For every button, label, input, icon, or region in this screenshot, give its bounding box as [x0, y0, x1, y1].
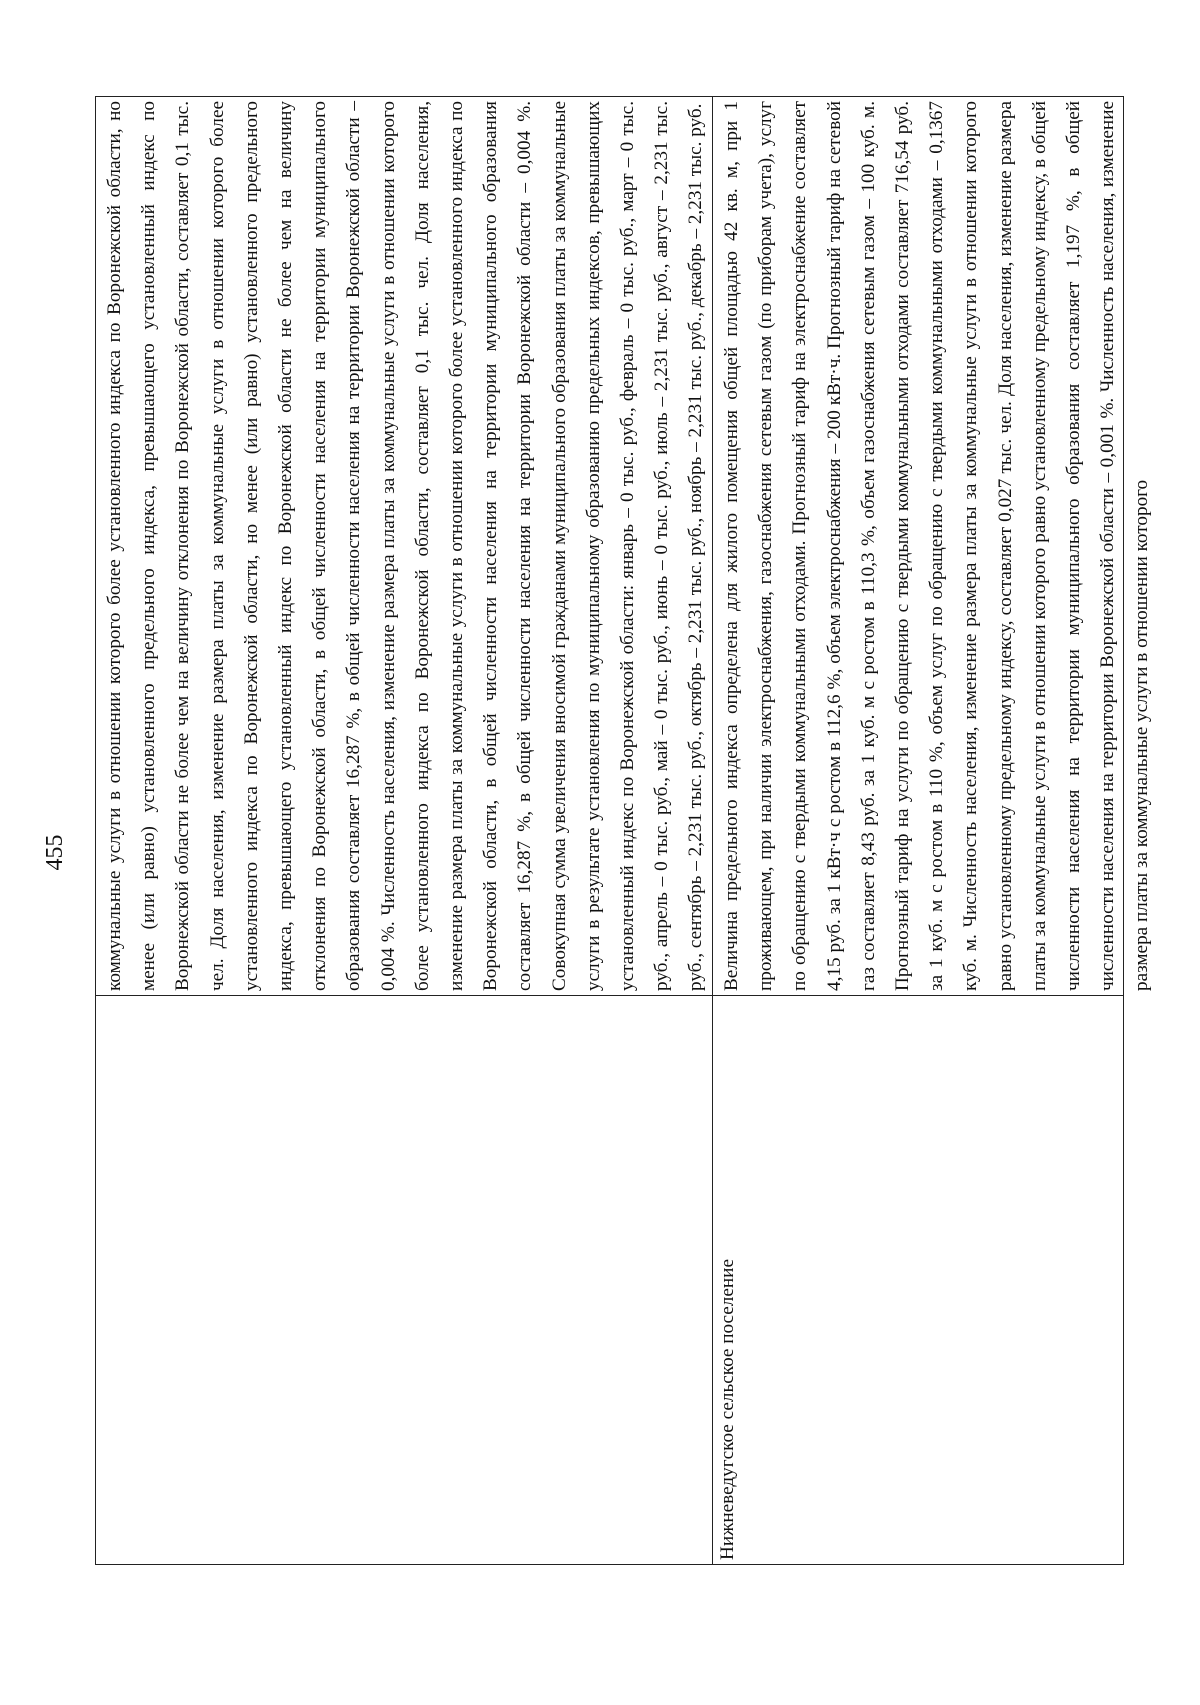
description-cell	[96, 97, 713, 996]
table-row	[96, 97, 713, 1565]
tariff-table	[95, 96, 1153, 1565]
municipality-name-cell	[713, 996, 1124, 1565]
page-number: 455	[42, 834, 68, 871]
description-text: коммунальные услуги в отношении которого более установленного индекса по Воронежской области, но менее (или равно) установленного предельного индекса, превышающего установленный индекс по Воронежской области не более чем на величину отклонения по Воронежской области, составляет 0,1 тыс. чел. Доля населения, изменение размера платы за коммунальные услуги в отношении которого более установленного индекса по Воронежской области, но менее (или равно) установленного предельного индекса, превышающего установленный индекс по Воронежской области не более чем на величину отклонения по Воронежской области, в общей численности населения на территории муниципального образования составляет 16,287 %, в общей численности населения на территории Воронежской области – 0,004 %. Численность населения, изменение размера платы за коммунальные услуги в отношении которого более установленного индекса по Воронежской области, составляет 0,1 тыс. чел. Доля населения, изменение размера платы за коммунальные услуги в отношении которого более установленного индекса по Воронежской области, в общей численности населения на территории муниципального образования составляет 16,287 %, в общей численности населения на территории Воронежской области – 0,004 %. Совокупная сумма увеличения вносимой гражданами муниципального образования платы за коммунальные услуги в результате установления по муниципальному образованию предельных индексов, превышающих установленный индекс по Воронежской области: январь – 0 тыс. руб., февраль – 0 тыс. руб., март – 0 тыс. руб., апрель – 0 тыс. руб., май – 0 тыс. руб., июнь – 0 тыс. руб., июль – 2,231 тыс. руб., август – 2,231 тыс. руб., сентябрь – 2,231 тыс. руб., октябрь – 2,231 тыс. руб., ноябрь – 2,231 тыс. руб., декабрь – 2,231 тыс. руб.	[104, 101, 707, 991]
description-cell	[713, 97, 1153, 996]
municipality-name: Нижневедугское сельское поселение	[717, 1259, 738, 1560]
municipality-name-cell	[96, 996, 713, 1565]
description-text: Величина предельного индекса определена для жилого помещения общей площадью 42 кв. м, при 1 проживающем, при наличии электроснабжения, газоснабжения сетевым газом (по приборам учета), услуг по обращению с твердыми коммунальными отходами. Прогнозный тариф на электроснабжение составляет 4,15 руб. за 1 кВт·ч с ростом в 112,6 %, объем электроснабжения – 200 кВт·ч. Прогнозный тариф на сетевой газ составляет 8,43 руб. за 1 куб. м с ростом в 110,3 %, объем газоснабжения сетевым газом – 100 куб. м. Прогнозный тариф на услуги по обращению с твердыми коммунальными отходами составляет 716,54 руб. за 1 куб. м с ростом в 110 %, объем услуг по обращению с твердыми коммунальными отходами – 0,1367 куб. м. Численность населения, изменение размера платы за коммунальные услуги в отношении которого равно установленному предельному индексу, составляет 0,027 тыс. чел. Доля населения, изменение размера платы за коммунальные услуги в отношении которого равно установленному предельному индексу, в общей численности населения на территории муниципального образования составляет 1,197 %, в общей численности населения на территории Воронежской области – 0,001 %. Численность населения, изменение размера платы за коммунальные услуги в отношении которого	[721, 101, 1153, 991]
table-row	[713, 97, 1124, 1565]
